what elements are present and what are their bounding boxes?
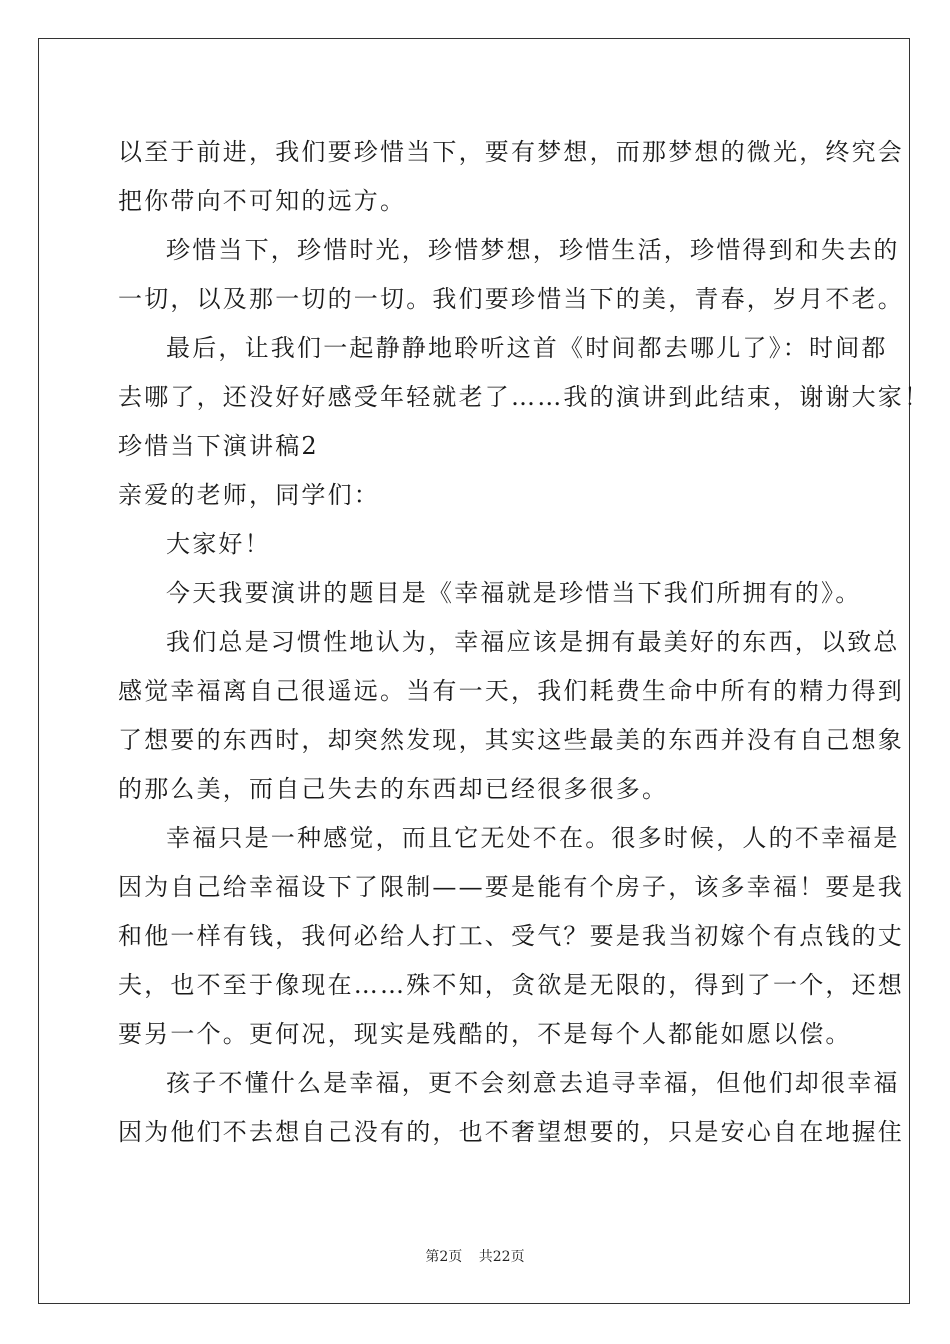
text-line: 孩子不懂什么是幸福，更不会刻意去追寻幸福，但他们却很幸福 (166, 1069, 900, 1097)
greeting: 大家好！ (166, 530, 271, 558)
text-line: 我们总是习惯性地认为，幸福应该是拥有最美好的东西，以致总 (166, 628, 900, 656)
page-total: 共22页 (478, 1249, 525, 1265)
section-heading: 珍惜当下演讲稿2 (118, 432, 319, 460)
text-line: 因为自己给幸福设下了限制——要是能有个房子，该多幸福！要是我 (118, 873, 904, 901)
text-line: 珍惜当下，珍惜时光，珍惜梦想，珍惜生活，珍惜得到和失去的 (166, 236, 900, 264)
text-line: 夫，也不至于像现在……殊不知，贪欲是无限的，得到了一个，还想 (118, 971, 904, 999)
page-number: 第2页 (425, 1249, 463, 1265)
text-line: 把你带向不可知的远方。 (118, 187, 407, 215)
text-line: 要另一个。更何况，现实是残酷的，不是每个人都能如愿以偿。 (118, 1020, 852, 1048)
text-line: 幸福只是一种感觉，而且它无处不在。很多时候，人的不幸福是 (166, 824, 900, 852)
text-line: 感觉幸福离自己很遥远。当有一天，我们耗费生命中所有的精力得到 (118, 677, 904, 705)
text-line: 去哪了，还没好好感受年轻就老了……我的演讲到此结束，谢谢大家！ (118, 383, 931, 411)
text-line: 以至于前进，我们要珍惜当下，要有梦想，而那梦想的微光，终究会 (118, 138, 904, 166)
text-line: 一切，以及那一切的一切。我们要珍惜当下的美，青春，岁月不老。 (118, 285, 904, 313)
text-line: 和他一样有钱，我何必给人打工、受气？要是我当初嫁个有点钱的丈 (118, 922, 904, 950)
document-body (118, 128, 931, 1157)
salutation: 亲爱的老师，同学们： (118, 481, 380, 509)
text-line: 了想要的东西时，却突然发现，其实这些最美的东西并没有自己想象 (118, 726, 904, 754)
page-footer (0, 1246, 950, 1266)
text-line: 最后，让我们一起静静地聆听这首《时间都去哪儿了》：时间都 (166, 334, 888, 362)
text-line: 因为他们不去想自己没有的，也不奢望想要的，只是安心自在地握住 (118, 1118, 904, 1146)
text-line: 的那么美，而自己失去的东西却已经很多很多。 (118, 775, 669, 803)
text-line: 今天我要演讲的题目是《幸福就是珍惜当下我们所拥有的》。 (166, 579, 862, 607)
